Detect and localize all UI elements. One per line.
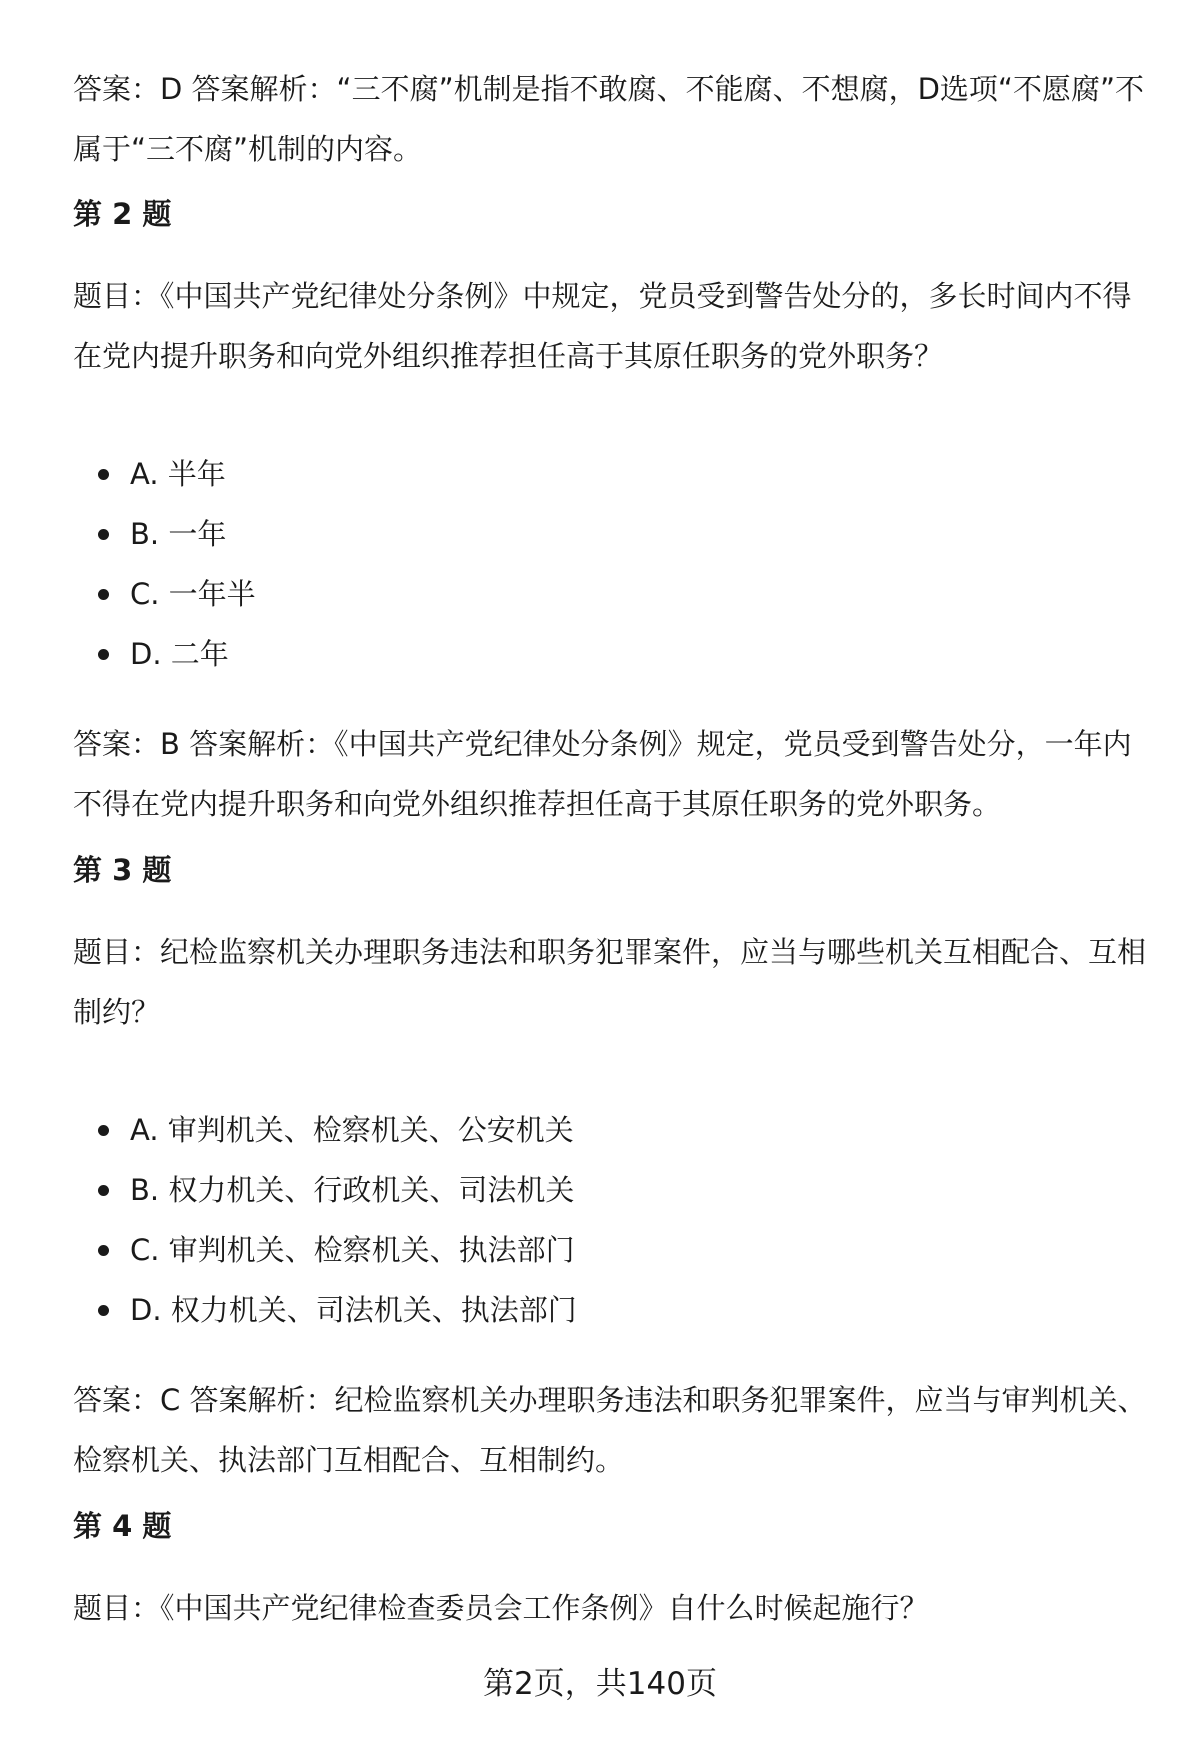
bullet-icon (98, 1245, 109, 1256)
q3-option-d (73, 1280, 1153, 1340)
q3-answer: 答案：C 答案解析：纪检监察机关办理职务违法和职务犯罪案件，应当与审判机关、检察机关、执法部门互相配合、互相制约。 (73, 1383, 1147, 1477)
q3-heading: 第 3 题 (73, 853, 172, 887)
q4-heading: 第 4 题 (73, 1509, 172, 1543)
option-label: D. 二年 (130, 637, 229, 671)
q3-option-b (73, 1160, 1153, 1220)
q2-option-d (73, 624, 1153, 684)
bullet-icon (98, 1185, 109, 1196)
bullet-icon (98, 529, 109, 540)
q3-option-a (73, 1100, 1153, 1160)
bullet-icon (98, 469, 109, 480)
q3-question: 题目：纪检监察机关办理职务违法和职务犯罪案件，应当与哪些机关互相配合、互相制约？ (73, 935, 1147, 1029)
bullet-icon (98, 1125, 109, 1136)
page-footer: 第2页，共140页 (483, 1666, 717, 1702)
q2-options (73, 444, 1153, 684)
bullet-icon (98, 1305, 109, 1316)
option-label: B. 权力机关、行政机关、司法机关 (130, 1173, 575, 1207)
bullet-icon (98, 589, 109, 600)
q2-answer: 答案：B 答案解析：《中国共产党纪律处分条例》规定，党员受到警告处分，一年内不得在党内提升职务和向党外组织推荐担任高于其原任职务的党外职务。 (73, 727, 1132, 821)
option-label: C. 一年半 (130, 577, 256, 611)
option-label: D. 权力机关、司法机关、执法部门 (130, 1293, 577, 1327)
q1-answer: 答案：D 答案解析：“三不腐”机制是指不敢腐、不能腐、不想腐，D选项“不愿腐”不属于“三不腐”机制的内容。 (73, 72, 1144, 166)
q4-question: 题目：《中国共产党纪律检查委员会工作条例》自什么时候起施行？ (73, 1591, 929, 1625)
q2-option-b (73, 504, 1153, 564)
q3-options (73, 1100, 1153, 1340)
q2-option-c (73, 564, 1153, 624)
bullet-icon (98, 649, 109, 660)
q2-question: 题目：《中国共产党纪律处分条例》中规定，党员受到警告处分的，多长时间内不得在党内提升职务和向党外组织推荐担任高于其原任职务的党外职务？ (73, 279, 1132, 373)
option-label: A. 半年 (130, 457, 226, 491)
q3-option-c (73, 1220, 1153, 1280)
option-label: C. 审判机关、检察机关、执法部门 (130, 1233, 575, 1267)
option-label: B. 一年 (130, 517, 227, 551)
option-label: A. 审判机关、检察机关、公安机关 (130, 1113, 574, 1147)
q2-option-a (73, 444, 1153, 504)
q2-heading: 第 2 题 (73, 197, 172, 231)
